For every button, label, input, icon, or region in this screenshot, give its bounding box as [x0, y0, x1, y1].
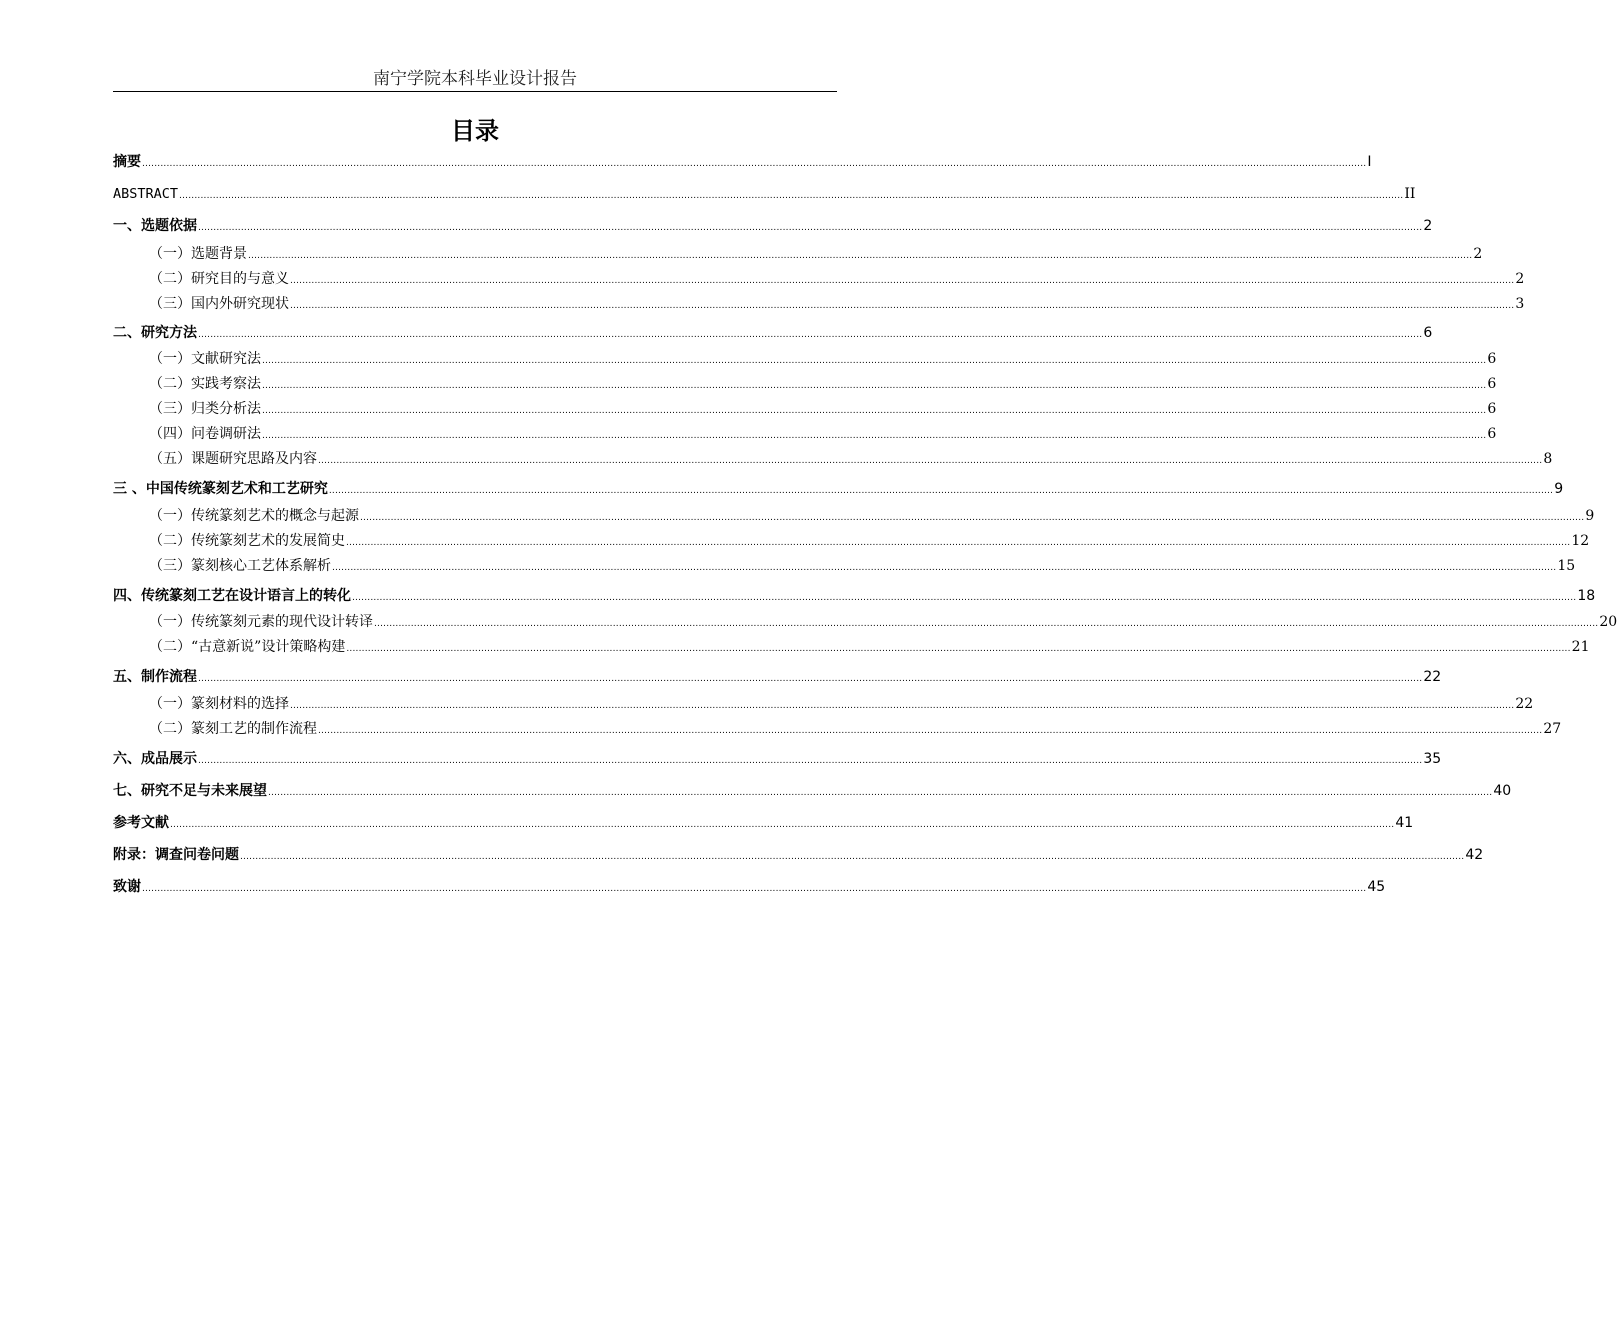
toc-entry[interactable]: [113, 478, 1564, 500]
toc-dot-leader: ................................................................................................................................................................................................................................................................................................................................................................................................................: [346, 538, 1571, 548]
toc-dot-leader: ................................................................................................................................................................................................................................................................................................................................................................................................................: [262, 431, 1487, 441]
toc-dot-leader: ................................................................................................................................................................................................................................................................................................................................................................................................................: [352, 593, 1577, 603]
toc-entry-label: 五、制作流程: [113, 669, 197, 685]
toc-entry-page-number: 6: [1487, 376, 1497, 392]
toc-dot-leader: ................................................................................................................................................................................................................................................................................................................................................................................................................: [268, 788, 1493, 798]
toc-entry[interactable]: [149, 448, 1553, 470]
toc-dot-leader: ................................................................................................................................................................................................................................................................................................................................................................................................................: [198, 674, 1423, 684]
toc-entry-label: （三）国内外研究现状: [149, 296, 289, 312]
toc-dot-leader: ................................................................................................................................................................................................................................................................................................................................................................................................................: [318, 456, 1543, 466]
toc-entry-label: （一）传统篆刻元素的现代设计转译: [149, 614, 373, 630]
toc-entry-label: （一）传统篆刻艺术的概念与起源: [149, 508, 359, 524]
toc-entry-page-number: 3: [1515, 296, 1525, 312]
toc-dot-leader: ................................................................................................................................................................................................................................................................................................................................................................................................................: [360, 513, 1585, 523]
toc-entry-label: （一）篆刻材料的选择: [149, 696, 289, 712]
toc-entry[interactable]: [113, 322, 1433, 344]
toc-entry[interactable]: [149, 423, 1497, 445]
toc-entry-page-number: 41: [1395, 815, 1414, 831]
toc-entry-label: 参考文献: [113, 815, 169, 831]
toc-entry[interactable]: [113, 215, 1433, 237]
toc-dot-leader: ................................................................................................................................................................................................................................................................................................................................................................................................................: [240, 852, 1465, 862]
toc-entry-label: （二）篆刻工艺的制作流程: [149, 721, 317, 737]
toc-entry-page-number: 21: [1571, 639, 1590, 655]
toc-entry-page-number: 22: [1515, 696, 1534, 712]
toc-entry-page-number: 12: [1571, 533, 1590, 549]
toc-dot-leader: ................................................................................................................................................................................................................................................................................................................................................................................................................: [374, 619, 1599, 629]
toc-entry-page-number: 18: [1577, 588, 1596, 604]
toc-entry-page-number: 22: [1423, 669, 1442, 685]
toc-entry-label: 七、研究不足与未来展望: [113, 783, 267, 799]
toc-entry-label: （四）问卷调研法: [149, 426, 261, 442]
toc-dot-leader: ................................................................................................................................................................................................................................................................................................................................................................................................................: [346, 644, 1571, 654]
toc-entry-page-number: 45: [1367, 879, 1386, 895]
toc-entry[interactable]: [113, 748, 1442, 770]
toc-entry-page-number: 40: [1493, 783, 1512, 799]
toc-dot-leader: ................................................................................................................................................................................................................................................................................................................................................................................................................: [198, 330, 1423, 340]
toc-entry-page-number: 6: [1487, 426, 1497, 442]
toc-entry[interactable]: [113, 666, 1442, 688]
toc-entry-label: （二）传统篆刻艺术的发展简史: [149, 533, 345, 549]
toc-entry-label: （三）篆刻核心工艺体系解析: [149, 558, 331, 574]
toc-entry[interactable]: [113, 876, 1386, 898]
toc-entry[interactable]: [113, 183, 1416, 205]
toc-dot-leader: ................................................................................................................................................................................................................................................................................................................................................................................................................: [142, 884, 1367, 894]
toc-entry-label: 六、成品展示: [113, 751, 197, 767]
toc-dot-leader: ................................................................................................................................................................................................................................................................................................................................................................................................................: [290, 301, 1515, 311]
toc-entry-page-number: 6: [1487, 351, 1497, 367]
toc-dot-leader: ................................................................................................................................................................................................................................................................................................................................................................................................................: [318, 726, 1543, 736]
toc-entry[interactable]: [113, 780, 1512, 802]
toc-entry-page-number: 9: [1554, 481, 1564, 497]
toc-entry[interactable]: [149, 293, 1525, 315]
toc-entry-label: （五）课题研究思路及内容: [149, 451, 317, 467]
toc-entry-page-number: 42: [1465, 847, 1484, 863]
toc-entry[interactable]: [149, 268, 1525, 290]
toc-entry[interactable]: [149, 373, 1497, 395]
toc-entry-page-number: 27: [1543, 721, 1562, 737]
toc-entry-label: （二）“古意新说”设计策略构建: [149, 639, 346, 655]
toc-dot-leader: ................................................................................................................................................................................................................................................................................................................................................................................................................: [179, 191, 1404, 201]
toc-entry[interactable]: [113, 844, 1484, 866]
toc-dot-leader: ................................................................................................................................................................................................................................................................................................................................................................................................................: [328, 486, 1554, 496]
toc-entry-page-number: 9: [1585, 508, 1595, 524]
page-header: 南宁学院本科毕业设计报告: [373, 69, 577, 89]
toc-entry-label: 致谢: [113, 879, 141, 895]
toc-entry-page-number: I: [1367, 154, 1372, 170]
toc-entry-page-number: 6: [1487, 401, 1497, 417]
toc-entry[interactable]: [149, 555, 1576, 577]
toc-dot-leader: ................................................................................................................................................................................................................................................................................................................................................................................................................: [332, 563, 1557, 573]
toc-entry-page-number: II: [1404, 186, 1416, 202]
toc-title: 目录: [451, 117, 499, 145]
toc-entry-label: （二）实践考察法: [149, 376, 261, 392]
toc-dot-leader: ................................................................................................................................................................................................................................................................................................................................................................................................................: [170, 820, 1395, 830]
toc-dot-leader: ................................................................................................................................................................................................................................................................................................................................................................................................................: [290, 701, 1515, 711]
header-rule: [113, 91, 837, 92]
toc-dot-leader: ................................................................................................................................................................................................................................................................................................................................................................................................................: [198, 756, 1423, 766]
toc-entry-label: ABSTRACT: [113, 186, 179, 202]
toc-dot-leader: ................................................................................................................................................................................................................................................................................................................................................................................................................: [290, 276, 1515, 286]
toc-entry-label: 一、选题依据: [113, 218, 197, 234]
toc-entry[interactable]: [149, 530, 1590, 552]
toc-dot-leader: ................................................................................................................................................................................................................................................................................................................................................................................................................: [262, 381, 1487, 391]
toc-entry[interactable]: [113, 585, 1596, 607]
toc-entry[interactable]: [113, 151, 1372, 173]
toc-entry-page-number: 2: [1515, 271, 1525, 287]
toc-entry[interactable]: [113, 812, 1414, 834]
toc-entry[interactable]: [149, 505, 1595, 527]
toc-entry-label: 四、传统篆刻工艺在设计语言上的转化: [113, 588, 351, 604]
toc-entry-label: （一）选题背景: [149, 246, 247, 262]
toc-entry[interactable]: [149, 718, 1562, 740]
toc-entry-page-number: 15: [1557, 558, 1576, 574]
toc-entry-page-number: 2: [1423, 218, 1433, 234]
toc-dot-leader: ................................................................................................................................................................................................................................................................................................................................................................................................................: [262, 356, 1487, 366]
toc-entry[interactable]: [149, 348, 1497, 370]
toc-dot-leader: ................................................................................................................................................................................................................................................................................................................................................................................................................: [198, 223, 1423, 233]
toc-entry-label: 附录：调查问卷问题: [113, 847, 239, 863]
toc-entry[interactable]: [149, 693, 1534, 715]
toc-entry-page-number: 2: [1473, 246, 1483, 262]
toc-dot-leader: ................................................................................................................................................................................................................................................................................................................................................................................................................: [262, 406, 1487, 416]
toc-dot-leader: ................................................................................................................................................................................................................................................................................................................................................................................................................: [248, 251, 1473, 261]
toc-entry[interactable]: [149, 611, 1617, 633]
toc-dot-leader: ................................................................................................................................................................................................................................................................................................................................................................................................................: [142, 159, 1367, 169]
toc-entry-label: （一）文献研究法: [149, 351, 261, 367]
toc-entry-label: 二、研究方法: [113, 325, 197, 341]
toc-entry-label: 三 、中国传统篆刻艺术和工艺研究: [113, 481, 328, 497]
toc-entry[interactable]: [149, 398, 1497, 420]
toc-entry-label: （三）归类分析法: [149, 401, 261, 417]
toc-entry-page-number: 35: [1423, 751, 1442, 767]
toc-entry-page-number: 6: [1423, 325, 1433, 341]
toc-entry[interactable]: [149, 636, 1590, 658]
toc-entry-page-number: 8: [1543, 451, 1553, 467]
toc-entry-label: 摘要: [113, 154, 141, 170]
toc-entry-label: （二）研究目的与意义: [149, 271, 289, 287]
toc-entry-page-number: 20: [1599, 614, 1617, 630]
toc-entry[interactable]: [149, 243, 1483, 265]
